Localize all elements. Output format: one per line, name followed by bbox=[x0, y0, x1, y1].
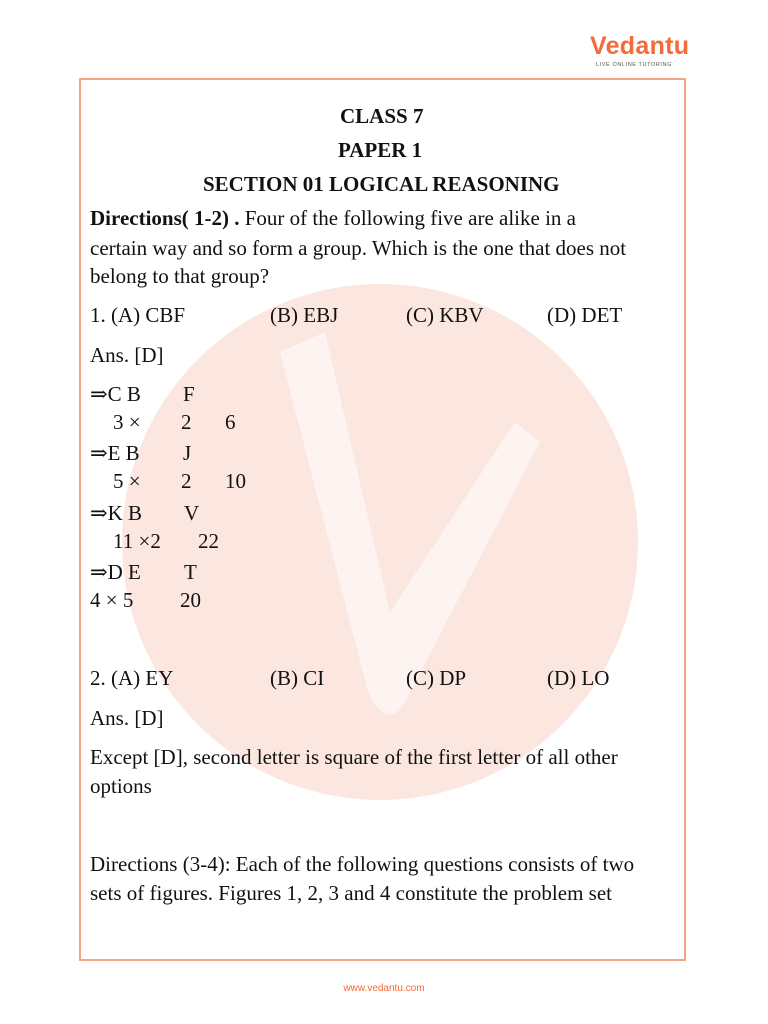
q1-work-result: 22 bbox=[198, 529, 219, 553]
q1-work-result: 20 bbox=[180, 588, 201, 612]
q1-work-letters: ⇒K B bbox=[90, 501, 143, 525]
section-heading: SECTION 01 LOGICAL REASONING bbox=[203, 172, 560, 196]
q1-work-value: 2 bbox=[181, 469, 192, 493]
q1-option-c: (C) KBV bbox=[406, 303, 484, 327]
q1-work-values: 5 × bbox=[113, 469, 141, 493]
directions-3-4-line2: sets of figures. Figures 1, 2, 3 and 4 constitute the problem set bbox=[90, 881, 612, 905]
q1-work-value: 2 bbox=[181, 410, 192, 434]
directions-1-2-line2: certain way and so form a group. Which is the one that does not bbox=[90, 236, 627, 260]
q1-option-b: (B) EBJ bbox=[270, 303, 339, 327]
q1-answer: Ans. [D] bbox=[90, 343, 164, 367]
q1-work-result: 10 bbox=[225, 469, 246, 493]
q1-work-letter: V bbox=[184, 501, 200, 525]
directions-3-4-line1: Directions (3-4): Each of the following questions consists of two bbox=[90, 852, 635, 876]
q1-option-d: (D) DET bbox=[547, 303, 623, 327]
q1-option-a: 1. (A) CBF bbox=[90, 303, 186, 327]
logo-wordmark: Vedantu bbox=[590, 32, 690, 60]
logo-tagline: LIVE ONLINE TUTORING bbox=[596, 62, 672, 68]
q1-work-result: 6 bbox=[225, 410, 236, 434]
q1-work-letter: F bbox=[183, 382, 195, 406]
q2-explanation-line1: Except [D], second letter is square of the first letter of all other bbox=[90, 745, 618, 769]
q2-option-d: (D) LO bbox=[547, 666, 610, 690]
q1-work-values: 3 × bbox=[113, 410, 141, 434]
q2-option-c: (C) DP bbox=[406, 666, 467, 690]
directions-1-2-line1 bbox=[90, 206, 576, 230]
directions-1-2-line3: belong to that group? bbox=[90, 264, 270, 288]
paper-heading: PAPER 1 bbox=[338, 138, 423, 162]
q1-work-letter: T bbox=[184, 560, 197, 584]
q1-work-values: 11 ×2 bbox=[113, 529, 161, 553]
directions-label: Directions( 1-2) . bbox=[90, 206, 240, 230]
q2-option-b: (B) CI bbox=[270, 666, 325, 690]
q1-work-letters: ⇒D E bbox=[90, 560, 141, 584]
q1-work-letter: J bbox=[183, 441, 192, 465]
q1-work-letters: ⇒E B bbox=[90, 441, 140, 465]
q2-explanation-line2: options bbox=[90, 774, 152, 798]
footer-url[interactable]: www.vedantu.com bbox=[343, 983, 425, 994]
directions-text: Four of the following five are alike in a bbox=[239, 206, 576, 230]
q2-answer: Ans. [D] bbox=[90, 706, 164, 730]
q1-work-values: 4 × 5 bbox=[90, 588, 134, 612]
q2-option-a: 2. (A) EY bbox=[90, 666, 174, 690]
vedantu-logo bbox=[590, 32, 690, 72]
q1-work-letters: ⇒C B bbox=[90, 382, 141, 406]
class-heading: CLASS 7 bbox=[340, 104, 424, 128]
